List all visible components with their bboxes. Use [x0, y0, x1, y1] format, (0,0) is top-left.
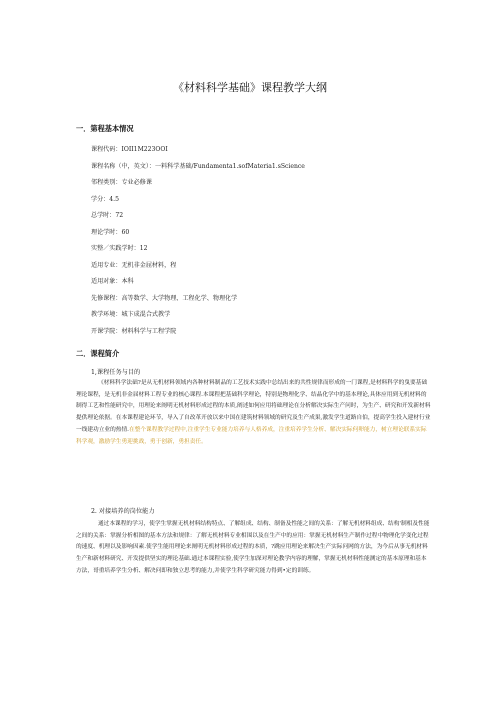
- info-course-code: 课程代码：IOII1M223OOI: [91, 146, 168, 153]
- info-practice-hours: 实整／实践学时：12: [91, 245, 148, 252]
- info-theory-hours: 理论学时：60: [91, 228, 130, 236]
- info-college: 开课学院：材料科学与工程学院: [91, 327, 177, 335]
- paragraph-task-purpose-highlight: 在整个课程教学过程中,注重学生专业能力培养与人格养成，注重培养学生分析、解决实际何卵能力，树立理论联系实际科学观，激励学生勇迎挑战，勇于创新，勇担责任。: [76, 426, 427, 445]
- page-title: 《材料科学基础》课程教学大纲: [173, 81, 327, 94]
- paragraph-task-purpose: [76, 378, 432, 448]
- info-total-hours: 总学时：72: [91, 212, 124, 219]
- subheading-job-ability: 2. 对接培养的岗位能力: [91, 508, 155, 515]
- info-prerequisites: 先修课程：高等数学、大学物理、工程化学、物理化学: [91, 294, 238, 302]
- info-audience: 适用对象：本科: [91, 278, 134, 285]
- paragraph-job-ability-text: 通过本课程的学习，使学生掌握无机材料结构特点、了解组成、结构、制备及性能之间的关系：了解无机材料组成、结构'制相及性能之间的关系：掌握分析相图的基本方法和规律：了解无机材料专业相围以及在生产中的应用：掌握无机材料生产制作过程中物理化学变化过程的速度、机理以及影响因素.使学生能用理论来阐明无机材料形成过程的本质，?跳应用理论来解决生产实际问网的方法，为今后从事无机材料生产和新材料研究、开发提供坚实的理论基础.通过本课程实验,使学生加深对理论教学内容的理解，掌握无机材料性能测定的基本原理和基本方法，哥重培养学生分析、解决问即和独立思考的能力,并使学生科学研究能力得到•定的训练。: [76, 521, 430, 574]
- paragraph-job-ability: [76, 519, 432, 578]
- info-major: 适用专业：无机非金屈材料，程: [91, 261, 177, 269]
- paragraph-task-purpose-text: 《材料科学法础?是从无机材料领域内各种材料制品的工艺技术实践中总结出来的共性规律而形成的一门课程,是材料科学的曳要基础理论课程，是无机非金届材料工程专业的核心课程.本课程把基础科学理论，特别是物理化学、结晶化学中的基本理论,具体应用到无机材料的制得工艺和性能研究中，用理论来阐明无机材料形成过程的本质,阐述如何应用将础理论在分析解决实际生产问时，为生产、研究和开发新材料提供理论依据。在本课程建论环节，导入了自改革开放以来中国在建筑材料领域的研究及生产成果,激发学生道路自伯，提高学生投入建材行业一线建功立业的热情.: [76, 380, 431, 433]
- section-heading-basic-info: 一．第程基本情况: [76, 124, 134, 133]
- section-heading-course-intro: 二．课程简介: [76, 349, 120, 358]
- info-credits: 学分：4.5: [91, 195, 119, 203]
- subheading-task-purpose: 1,课程任务与目的: [91, 369, 141, 376]
- info-course-type: 邻程类别：专业必修课: [91, 179, 152, 186]
- info-course-name: 课程名称（中，英文）：一料科学基础/Fundamenta1.sofMateria1.sScience: [91, 162, 305, 170]
- basic-info-list: [91, 142, 451, 340]
- info-teaching-environment: 教学环境：城卞成混合式教学: [91, 311, 171, 318]
